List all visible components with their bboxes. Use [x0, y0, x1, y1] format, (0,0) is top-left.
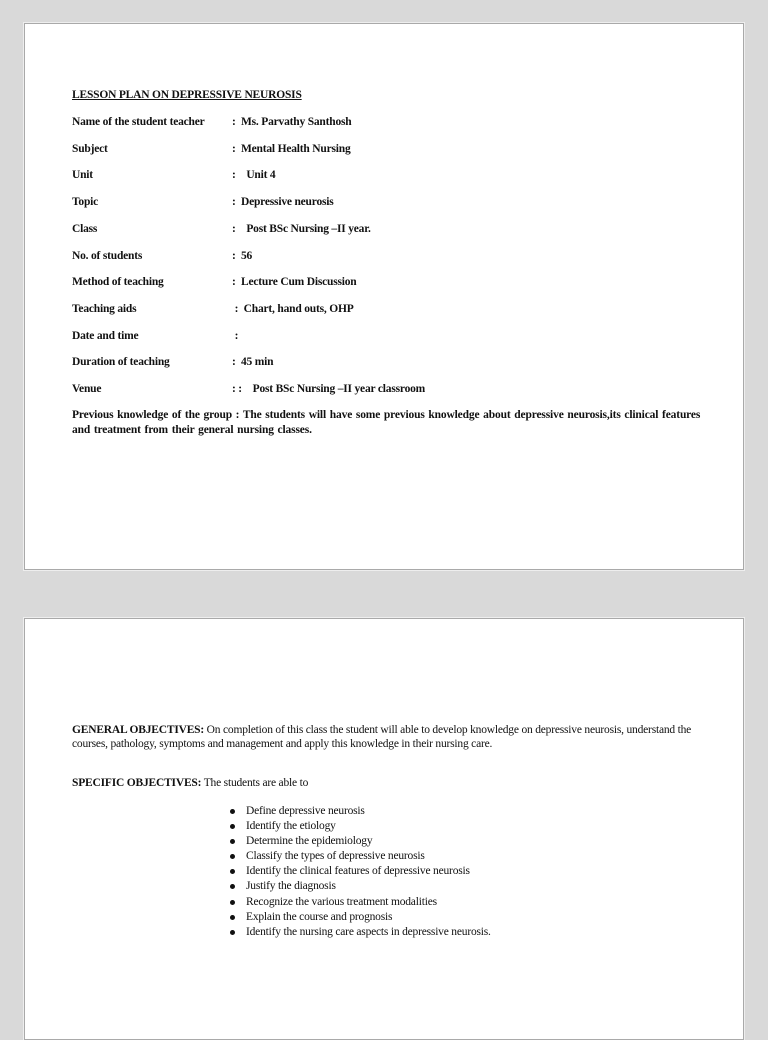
field-label: Teaching aids	[72, 303, 137, 315]
field-label: Name of the student teacher	[72, 116, 205, 128]
field-value: : Ms. Parvathy Santhosh	[232, 116, 352, 128]
field-method-of-teaching	[72, 276, 712, 290]
bullet-icon	[230, 900, 235, 905]
field-value: : Lecture Cum Discussion	[232, 276, 357, 288]
list-item	[230, 834, 491, 849]
specific-objectives-text: The students are able to	[201, 777, 309, 789]
field-value: : 45 min	[232, 356, 274, 368]
field-subject	[72, 143, 712, 157]
field-student-teacher	[72, 116, 712, 130]
field-date-and-time	[72, 330, 712, 344]
specific-objectives-paragraph	[72, 776, 712, 790]
field-value: :	[232, 330, 239, 342]
list-item	[230, 879, 491, 894]
document-page-2	[24, 618, 744, 1040]
bullet-icon	[230, 869, 235, 874]
general-objectives-heading: GENERAL OBJECTIVES:	[72, 724, 204, 736]
bullet-icon	[230, 884, 235, 889]
bullet-icon	[230, 915, 235, 920]
field-label: Method of teaching	[72, 276, 164, 288]
objective-text: Identify the etiology	[246, 820, 336, 833]
field-teaching-aids	[72, 303, 712, 317]
objective-text: Determine the epidemiology	[246, 835, 373, 848]
list-item	[230, 819, 491, 834]
field-duration	[72, 356, 712, 370]
list-item	[230, 804, 491, 819]
field-label: Topic	[72, 196, 99, 208]
field-label: Date and time	[72, 330, 139, 342]
field-no-of-students	[72, 250, 712, 264]
bullet-icon	[230, 854, 235, 859]
list-item	[230, 864, 491, 879]
lesson-plan-title: LESSON PLAN ON DEPRESSIVE NEUROSIS	[72, 89, 302, 101]
field-label: Unit	[72, 169, 93, 181]
objective-text: Identify the nursing care aspects in depressive neurosis.	[246, 925, 491, 938]
field-value: : : Post BSc Nursing –II year classroom	[232, 383, 426, 395]
field-value: : 56	[232, 250, 253, 262]
field-label: Venue	[72, 383, 102, 395]
field-topic	[72, 196, 712, 210]
field-value: : Mental Health Nursing	[232, 143, 351, 155]
bullet-icon	[230, 839, 235, 844]
field-unit	[72, 169, 712, 183]
field-value: : Post BSc Nursing –II year.	[232, 223, 371, 235]
objective-text: Justify the diagnosis	[246, 880, 336, 893]
general-objectives-paragraph	[72, 723, 712, 751]
field-label: Class	[72, 223, 98, 235]
list-item	[230, 925, 491, 940]
field-label: Subject	[72, 143, 108, 155]
list-item	[230, 910, 491, 925]
objective-text: Recognize the various treatment modalities	[246, 895, 437, 908]
general-objectives-text: On completion of this class the student will able to develop knowledge on depressive neurosis, understand the courses, pathology, symptoms and management and apply this knowledge in their nursing care.	[72, 724, 692, 750]
document-page-1	[24, 23, 744, 570]
objective-text: Classify the types of depressive neurosis	[246, 850, 425, 863]
bullet-icon	[230, 930, 235, 935]
objective-text: Define depressive neurosis	[246, 805, 365, 817]
objective-text: Explain the course and prognosis	[246, 910, 393, 923]
list-item	[230, 895, 491, 910]
field-label: Duration of teaching	[72, 356, 170, 368]
field-label: No. of students	[72, 250, 143, 262]
specific-objectives-heading: SPECIFIC OBJECTIVES:	[72, 777, 202, 789]
field-value: : Depressive neurosis	[232, 196, 334, 208]
bullet-icon	[230, 809, 235, 814]
specific-objectives-list	[230, 804, 491, 940]
list-item	[230, 849, 491, 864]
previous-knowledge-paragraph: Previous knowledge of the group : The students will have some previous knowledge about depressive neurosis,its clinical features and treatment from their general nursing classes.	[72, 409, 701, 436]
field-value: : Unit 4	[232, 169, 276, 181]
field-venue	[72, 383, 712, 397]
objective-text: Identify the clinical features of depressive neurosis	[246, 865, 470, 878]
bullet-icon	[230, 824, 235, 829]
field-class	[72, 223, 712, 237]
field-value: : Chart, hand outs, OHP	[232, 303, 354, 315]
